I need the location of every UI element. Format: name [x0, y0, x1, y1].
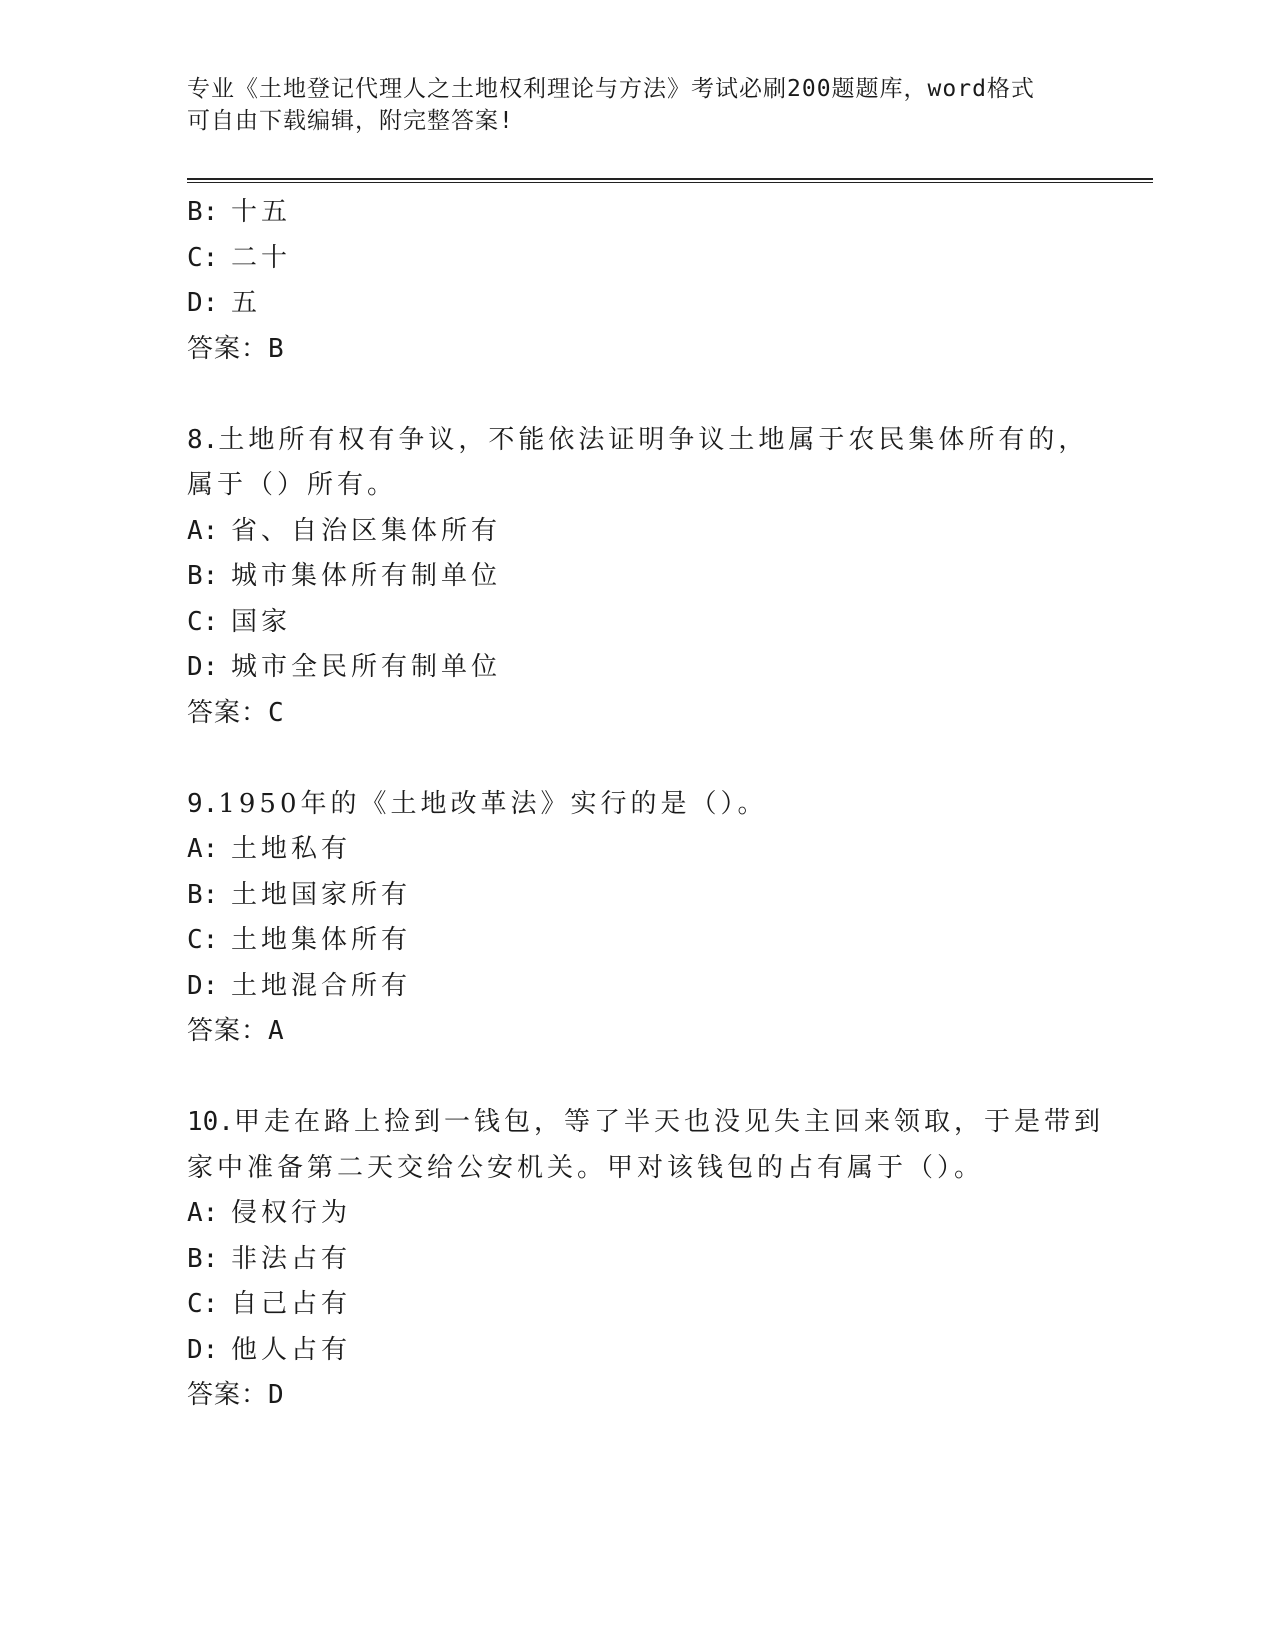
option-letter: B: — [187, 561, 219, 591]
answer — [187, 691, 1087, 737]
answer — [187, 327, 1087, 373]
answer-value: D — [268, 1380, 285, 1410]
question-text — [187, 1100, 1104, 1146]
option-letter: C: — [187, 925, 219, 955]
option-text: 侵权行为 — [231, 1198, 352, 1228]
answer-label: 答案： — [187, 1016, 269, 1046]
option-d — [187, 964, 1087, 1010]
header-line-1: 专业《土地登记代理人之土地权利理论与方法》考试必刷200题题库，word格式 — [187, 76, 1035, 102]
option-a — [187, 1191, 1087, 1237]
option-text: 自己占有 — [231, 1289, 352, 1319]
option-b — [187, 1237, 1087, 1283]
answer-value: A — [268, 1016, 285, 1046]
answer-value: B — [268, 333, 285, 364]
option-letter: C: — [187, 242, 219, 273]
header-rule-thin — [187, 182, 1153, 183]
option-b — [187, 873, 1087, 919]
option-d — [187, 1328, 1087, 1374]
option-letter: B: — [187, 879, 219, 910]
option-text: 他人占有 — [231, 1334, 352, 1365]
question-text-line-2: 家中准备第二天交给公安机关。甲对该钱包的占有属于（）。 — [187, 1152, 985, 1183]
option-d — [187, 281, 1087, 327]
question-text-line-1: 1950年的《土地改革法》实行的是（）。 — [218, 788, 768, 819]
option-letter: A: — [187, 834, 219, 864]
option-text: 土地私有 — [231, 834, 352, 864]
option-a — [187, 827, 1087, 873]
question-10 — [187, 1100, 1104, 1419]
question-9 — [187, 782, 1087, 1055]
option-c — [187, 1282, 1087, 1328]
option-c — [187, 918, 1087, 964]
option-text: 非法占有 — [231, 1243, 352, 1274]
option-letter: D: — [187, 652, 219, 682]
option-b — [187, 190, 1087, 236]
answer-label: 答案： — [187, 697, 269, 728]
header-line-2: 可自由下载编辑，附完整答案! — [187, 108, 514, 134]
option-c — [187, 600, 1087, 646]
option-a — [187, 509, 1087, 555]
answer-label: 答案： — [187, 333, 269, 364]
question-8 — [187, 418, 1087, 737]
option-text: 土地混合所有 — [231, 970, 412, 1001]
option-text: 省、自治区集体所有 — [231, 515, 502, 546]
option-text: 土地国家所有 — [231, 879, 412, 910]
answer-label: 答案： — [187, 1380, 269, 1410]
question-7-tail — [187, 190, 1087, 372]
option-letter: A: — [187, 1198, 219, 1228]
option-c — [187, 236, 1087, 282]
question-text-line-2: 属于（）所有。 — [187, 470, 398, 500]
answer-value: C — [268, 697, 285, 728]
question-list — [187, 190, 1104, 1419]
option-text: 城市集体所有制单位 — [231, 561, 502, 591]
question-text-line-1: 土地所有权有争议，不能依法证明争议土地属于农民集体所有的， — [218, 424, 1089, 455]
answer — [187, 1009, 1087, 1055]
option-letter: B: — [187, 197, 219, 227]
page-header — [187, 73, 1087, 137]
question-text — [187, 782, 1087, 828]
header-rule-thick — [187, 178, 1153, 180]
question-number: 9. — [187, 788, 219, 819]
option-text: 二十 — [231, 242, 292, 273]
question-number: 10. — [187, 1107, 234, 1137]
question-text-line-1: 甲走在路上捡到一钱包，等了半天也没见失主回来领取，于是带到 — [233, 1107, 1104, 1137]
question-text — [187, 418, 1087, 464]
option-letter: C: — [187, 606, 219, 637]
spacer — [187, 372, 1087, 418]
option-text: 国家 — [231, 606, 292, 637]
option-text: 土地集体所有 — [231, 925, 412, 955]
spacer — [187, 1055, 1087, 1101]
option-b — [187, 554, 1087, 600]
option-letter: B: — [187, 1243, 219, 1274]
option-letter: A: — [187, 515, 219, 546]
question-number: 8. — [187, 424, 219, 455]
answer — [187, 1373, 1087, 1419]
option-letter: D: — [187, 970, 219, 1001]
option-letter: D: — [187, 288, 219, 318]
option-text: 城市全民所有制单位 — [231, 652, 502, 682]
option-d — [187, 645, 1087, 691]
option-letter: C: — [187, 1289, 219, 1319]
option-text: 十五 — [231, 197, 292, 227]
spacer — [187, 736, 1087, 782]
option-text: 五 — [231, 288, 262, 318]
option-letter: D: — [187, 1334, 219, 1365]
